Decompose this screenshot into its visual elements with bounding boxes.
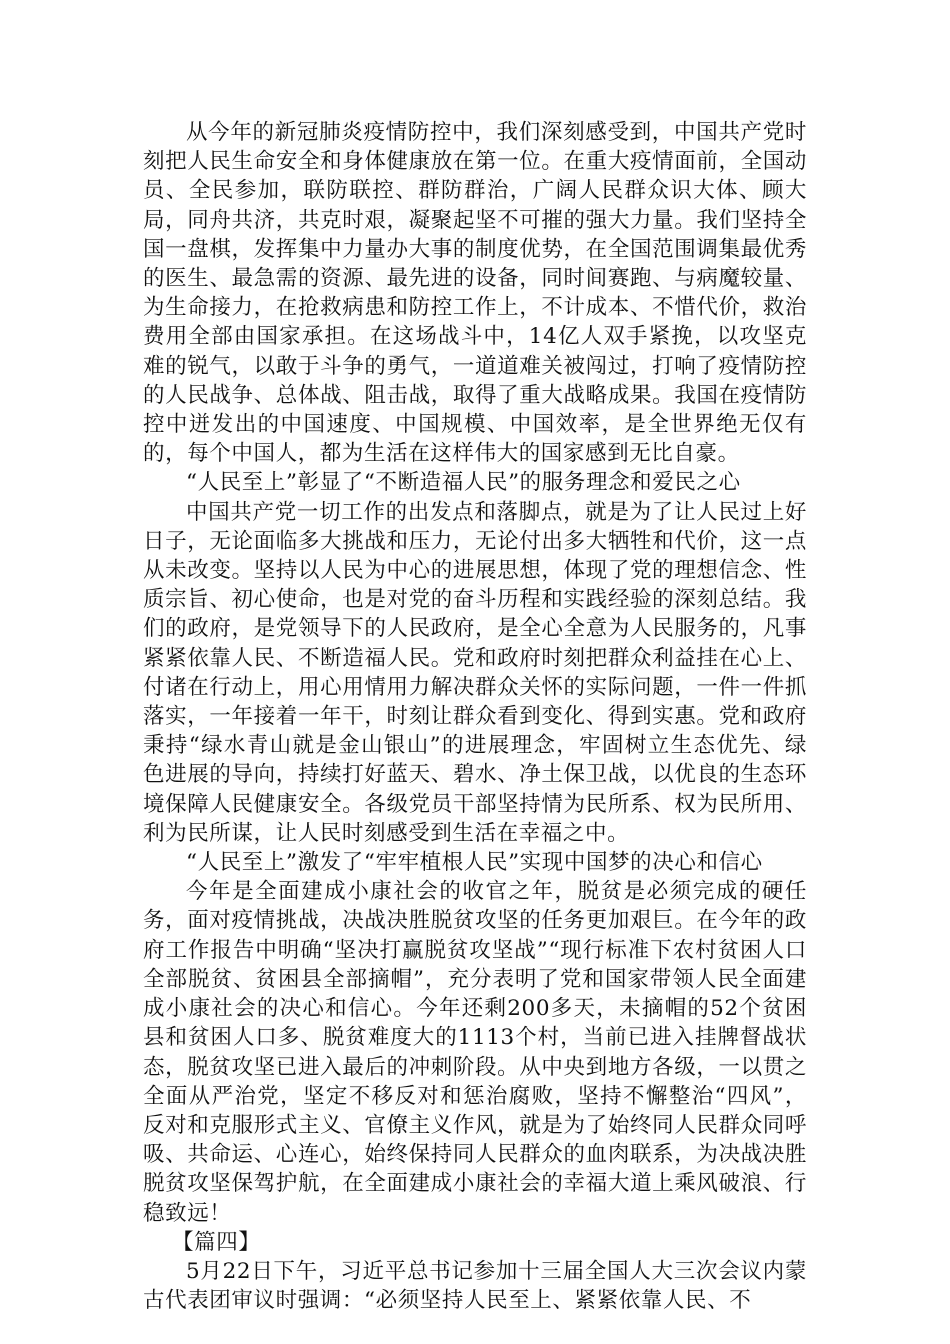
section-label: 【篇四】 bbox=[172, 1229, 261, 1255]
paragraph-party-work: 中国共产党一切工作的出发点和落脚点，就是为了让人民过上好日子，无论面临多大挑战和压力，无论付出多大牺牲和代价，这一点从未改变。坚持以人民为中心的进展思想，体现了党的理想信念、性质宗旨、初心使命，也是对党的奋斗历程和实践经验的深刻总结。我们的政府，是党领导下的人民政府，是全心全意为人民服务的，凡事紧紧依靠人民、不断造福人民。党和政府时刻把群众利益挂在心上、付诸在行动上，用心用情用力解决群众关怀的实际问题，一件一件抓落实，一年接着一年干，时刻让群众看到变化、得到实惠。党和政府秉持“绿水青山就是金山银山”的进展理念，牢固树立生态优先、绿色进展的导向，持续打好蓝天、碧水、净土保卫战，以优良的生态环境保障人民健康安全。各级党员干部坚持情为民所系、权为民所用、利为民所谋，让人民时刻感受到生活在幸福之中。 bbox=[143, 499, 807, 846]
subheading-serve-people: “人民至上”彰显了“不断造福人民”的服务理念和爱民之心 bbox=[186, 470, 741, 496]
subheading-rooted-in-people: “人民至上”激发了“牢牢植根人民”实现中国梦的决心和信心 bbox=[186, 850, 763, 876]
document-page bbox=[143, 118, 807, 1315]
paragraph-poverty-alleviation: 今年是全面建成小康社会的收官之年，脱贫是必须完成的硬任务，面对疫情挑战，决战决胜脱贫攻坚的任务更加艰巨。在今年的政府工作报告中明确“坚决打赢脱贫攻坚战”“现行标准下农村贫困人口全部脱贫、贫困县全部摘帽”，充分表明了党和国家带领人民全面建成小康社会的决心和信心。今年还剩200多天，未摘帽的52个贫困县和贫困人口多、脱贫难度大的1113个村，当前已进入挂牌督战状态，脱贫攻坚已进入最后的冲刺阶段。从中央到地方各级，一以贯之全面从严治党，坚定不移反对和惩治腐败，坚持不懈整治“四风”，反对和克服形式主义、官僚主义作风，就是为了始终同人民群众同呼吸、共命运、心连心，始终保持同人民群众的血肉联系，为决战决胜脱贫攻坚保驾护航，在全面建成小康社会的幸福大道上乘风破浪、行稳致远！ bbox=[143, 879, 807, 1226]
paragraph-may-22: 5月22日下午，习近平总书记参加十三届全国人大三次会议内蒙古代表团审议时强调：“必须坚持人民至上、紧紧依靠人民、不 bbox=[143, 1258, 807, 1314]
paragraph-epidemic-control: 从今年的新冠肺炎疫情防控中，我们深刻感受到，中国共产党时刻把人民生命安全和身体健康放在第一位。在重大疫情面前，全国动员、全民参加，联防联控、群防群治，广阔人民群众识大体、顾大局，同舟共济，共克时艰，凝聚起坚不可摧的强大力量。我们坚持全国一盘棋，发挥集中力量办大事的制度优势，在全国范围调集最优秀的医生、最急需的资源、最先进的设备，同时间赛跑、与病魔较量、为生命接力，在抢救病患和防控工作上，不计成本、不惜代价，救治费用全部由国家承担。在这场战斗中，14亿人双手紧挽，以攻坚克难的锐气，以敢于斗争的勇气，一道道难关被闯过，打响了疫情防控的人民战争、总体战、阻击战，取得了重大战略成果。我国在疫情防控中迸发出的中国速度、中国规模、中国效率，是全世界绝无仅有的，每个中国人，都为生活在这样伟大的国家感到无比自豪。 bbox=[143, 120, 807, 467]
